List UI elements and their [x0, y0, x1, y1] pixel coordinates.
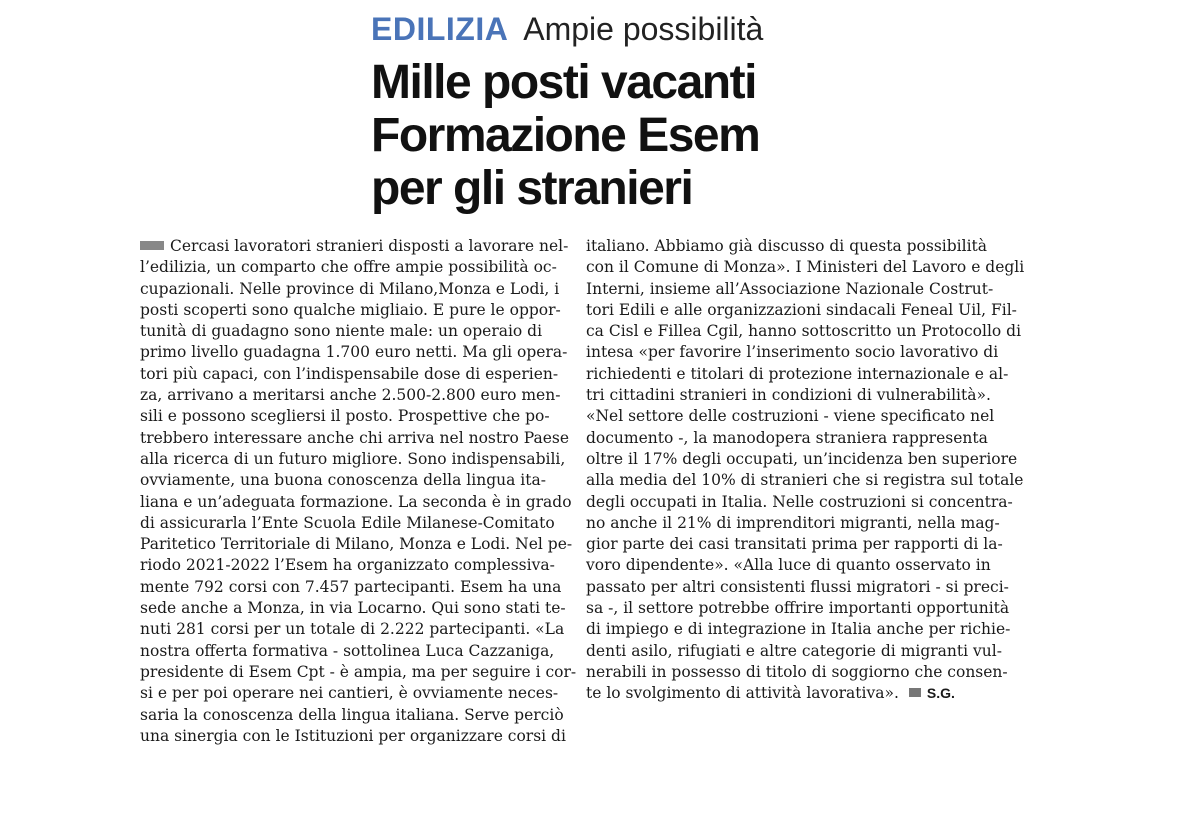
body-line: nerabili in possesso di titolo di soggiorno che consen- — [586, 662, 1008, 681]
body-line: si e per poi operare nei cantieri, è ovviamente neces- — [140, 684, 559, 703]
article-column-1 — [140, 236, 577, 747]
body-line: «Nel settore delle costruzioni - viene specificato nel — [586, 407, 995, 426]
article-kicker — [371, 10, 763, 48]
body-line: primo livello guadagna 1.700 euro netti. Ma gli opera- — [140, 343, 568, 362]
body-line: trebbero interessare anche chi arriva nel nostro Paese — [140, 428, 570, 447]
body-line: l’edilizia, un comparto che offre ampie possibilità oc- — [140, 258, 557, 277]
body-line: voro dipendente». «Alla luce di quanto osservato in — [586, 556, 991, 575]
body-line: cupazionali. Nelle province di Milano,Monza e Lodi, i — [140, 279, 560, 298]
kicker-tagline: Ampie possibilità — [523, 11, 764, 47]
body-line: Cercasi lavoratori stranieri disposti a lavorare nel- — [140, 236, 570, 257]
body-line: ovviamente, una buona conoscenza della lingua ita- — [140, 471, 546, 490]
article-column-2 — [586, 236, 1025, 705]
body-line: gior parte dei casi transitati prima per rapporti di la- — [586, 535, 1003, 554]
section-label: EDILIZIA — [371, 11, 509, 47]
body-line: di assicurarla l’Ente Scuola Edile Milanese-Comitato — [140, 513, 555, 532]
headline-line: per gli stranieri — [371, 162, 693, 215]
body-line: no anche il 21% di imprenditori migranti, nella mag- — [586, 513, 1000, 532]
body-line: za, arrivano a meritarsi anche 2.500-2.800 euro men- — [140, 386, 561, 405]
body-line: sa -, il settore potrebbe offrire importanti opportunità — [586, 599, 1010, 618]
body-line: sili e possono scegliersi il posto. Prospettive che po- — [140, 407, 550, 426]
author-signature: S.G. — [926, 685, 955, 702]
headline-line: Formazione Esem — [371, 109, 760, 162]
body-line: con il Comune di Monza». I Ministeri del Lavoro e degli — [586, 258, 1025, 277]
body-line: alla media del 10% di stranieri che si registra sul totale — [586, 471, 1024, 490]
body-line: sede anche a Monza, in via Locarno. Qui sono stati te- — [140, 599, 566, 618]
body-line: tori Edili e alle organizzazioni sindacali Feneal Uil, Fil- — [586, 300, 1017, 319]
body-line: posti scoperti sono qualche migliaio. E pure le oppor- — [140, 300, 561, 319]
body-line: saria la conoscenza della lingua italiana. Serve perciò — [140, 705, 564, 724]
body-line: intesa «per favorire l’inserimento socio lavorativo di — [586, 343, 999, 362]
body-line: passato per altri consistenti flussi migratori - si preci- — [586, 577, 1009, 596]
body-line: documento -, la manodopera straniera rappresenta — [586, 428, 988, 447]
body-line: una sinergia con le Istituzioni per organizzare corsi di — [140, 726, 566, 745]
body-line: di impiego e di integrazione in Italia anche per richie- — [586, 620, 1011, 639]
body-line: oltre il 17% degli occupati, un’incidenza ben superiore — [586, 449, 1018, 468]
body-line: liana e un’adeguata formazione. La seconda è in grado — [140, 492, 572, 511]
body-line: riodo 2021-2022 l’Esem ha organizzato complessiva- — [140, 556, 555, 575]
body-line: ca Cisl e Fillea Cgil, hanno sottoscritto un Protocollo di — [586, 322, 1022, 341]
body-line: alla ricerca di un futuro migliore. Sono indispensabili, — [140, 449, 566, 468]
headline — [371, 56, 759, 215]
body-line: degli occupati in Italia. Nelle costruzioni si concentra- — [586, 492, 1013, 511]
body-line: denti asilo, rifugiati e altre categorie di migranti vul- — [586, 641, 1002, 660]
body-line: italiano. Abbiamo già discusso di questa possibilità — [586, 237, 988, 255]
body-line: Interni, insieme all’Associazione Nazionale Costrut- — [586, 279, 994, 298]
body-line: nostra offerta formativa - sottolinea Luca Cazzaniga, — [140, 641, 555, 660]
body-line: presidente di Esem Cpt - è ampia, ma per seguire i cor- — [140, 662, 577, 681]
headline-line: Mille posti vacanti — [371, 56, 756, 109]
body-line: tori più capaci, con l’indispensabile dose di esperien- — [140, 364, 559, 383]
paragraph-marker-icon — [140, 241, 164, 250]
body-line: tunità di guadagno sono niente male: un operaio di — [140, 322, 543, 341]
body-line: nuti 281 corsi per un totale di 2.222 partecipanti. «La — [140, 620, 565, 639]
body-line: tri cittadini stranieri in condizioni di vulnerabilità». — [586, 386, 991, 405]
body-line: richiedenti e titolari di protezione internazionale e al- — [586, 364, 1009, 383]
end-marker-icon — [909, 688, 921, 697]
body-line: mente 792 corsi con 7.457 partecipanti. Esem ha una — [140, 577, 562, 596]
body-line: te lo svolgimento di attività lavorativa». S.G. — [586, 684, 955, 703]
body-line: Paritetico Territoriale di Milano, Monza e Lodi. Nel pe- — [140, 535, 573, 554]
